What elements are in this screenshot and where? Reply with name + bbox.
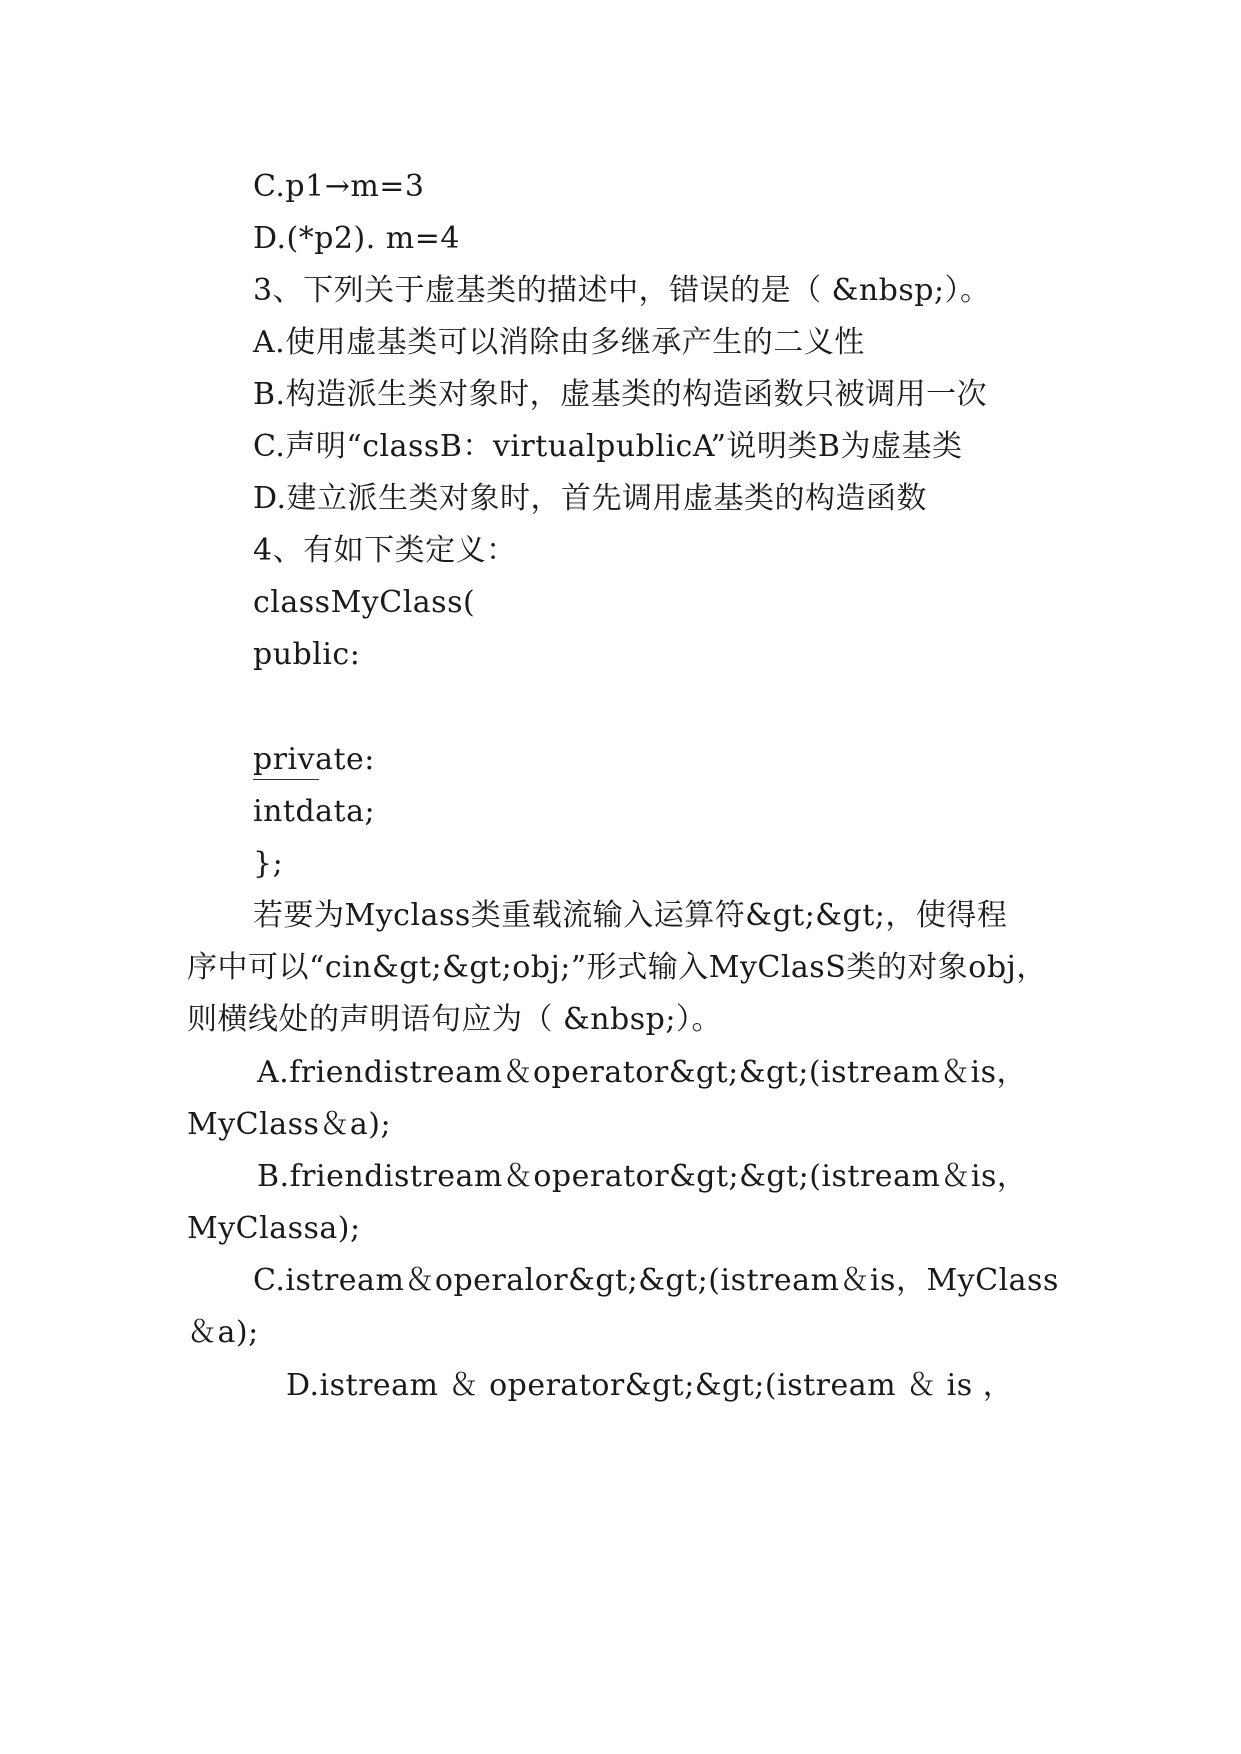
option-c-q4: C.istream＆operalor&gt;&gt;(istream＆is，MyClass xyxy=(253,1263,1059,1298)
code-line: intdata; xyxy=(253,794,376,829)
question-4-text: 则横线处的声明语句应为（ &nbsp;）。 xyxy=(187,1002,722,1037)
option-c-q2: C.p1→m=3 xyxy=(253,169,425,204)
option-d-q3: D.建立派生类对象时，首先调用虚基类的构造函数 xyxy=(253,481,928,516)
option-a-q4-cont: MyClass＆a); xyxy=(187,1107,392,1142)
option-b-q4: B.friendistream＆operator&gt;&gt;(istream＆is， xyxy=(257,1159,1028,1194)
option-d-q4: D.istream ＆ operator&gt;&gt;(istream ＆ is ， xyxy=(286,1368,1014,1403)
question-4-text: 序中可以“cin&gt;&gt;obj;”形式输入MyClasS类的对象obj， xyxy=(187,950,1047,985)
option-c-q4-cont: ＆a); xyxy=(187,1315,259,1350)
code-line: }; xyxy=(253,846,284,881)
question-4: 4、有如下类定义： xyxy=(253,533,517,568)
code-line: public: xyxy=(253,637,361,672)
option-b-q4-cont: MyClassa); xyxy=(187,1211,361,1246)
code-line: classMyClass( xyxy=(253,585,476,620)
code-line: private: xyxy=(253,742,375,777)
option-a-q4: A.friendistream＆operator&gt;&gt;(istream＆is， xyxy=(257,1055,1028,1090)
option-b-q3: B.构造派生类对象时，虚基类的构造函数只被调用一次 xyxy=(253,377,988,412)
option-d-q2: D.(*p2). m=4 xyxy=(253,221,460,256)
option-c-q3: C.声明“classB：virtualpublicA”说明类B为虚基类 xyxy=(253,429,963,464)
question-3: 3、下列关于虚基类的描述中，错误的是（ &nbsp;）。 xyxy=(253,273,991,308)
question-4-text: 若要为Myclass类重载流输入运算符&gt;&gt;，使得程 xyxy=(253,898,1008,933)
option-a-q3: A.使用虚基类可以消除由多继承产生的二义性 xyxy=(253,325,865,360)
